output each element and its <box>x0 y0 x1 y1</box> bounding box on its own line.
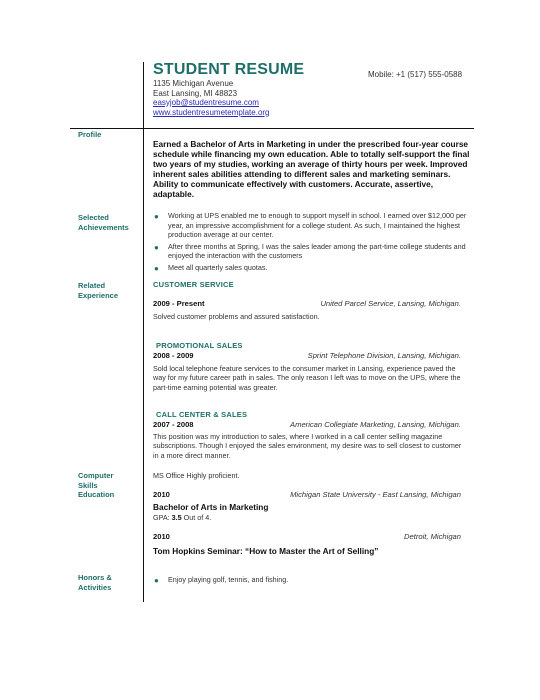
header-divider <box>70 128 474 129</box>
website-link[interactable]: www.studentresumetemplate.org <box>153 107 270 117</box>
seminar-title: Tom Hopkins Seminar: “How to Master the Art of Selling” <box>153 546 379 556</box>
contact-block <box>153 79 270 117</box>
list-item <box>153 263 468 273</box>
degree-title: Bachelor of Arts in Marketing <box>153 502 269 512</box>
education-row <box>153 490 461 500</box>
bullet-icon: ● <box>154 576 159 585</box>
achievement-text: Meet all quarterly sales quotas. <box>168 262 268 272</box>
label-line: Activities <box>78 582 112 592</box>
achievement-text: After three months at Spring, I was the sales leader among the part-time college students and enjoyed the interaction with the customers <box>168 241 466 261</box>
label-related-experience <box>78 281 118 300</box>
section-heading: PROMOTIONAL SALES <box>156 341 243 350</box>
bullet-icon: ● <box>154 212 159 221</box>
list-item <box>153 575 468 585</box>
job-organization: American Collegiate Marketing, Lansing, Michigan. <box>290 420 461 429</box>
education-year: 2010 <box>153 490 170 499</box>
address-line-1: 1135 Michigan Avenue <box>153 79 234 88</box>
gpa <box>153 513 211 522</box>
label-line: Achievements <box>78 222 129 232</box>
honor-text: Enjoy playing golf, tennis, and fishing. <box>168 575 289 584</box>
education-year: 2010 <box>153 532 170 541</box>
education-place: Michigan State University - East Lansing, Michigan <box>290 490 461 499</box>
job-row <box>153 299 461 309</box>
list-item <box>153 242 468 261</box>
job-dates: 2007 - 2008 <box>153 420 194 429</box>
label-education: Education <box>78 490 115 499</box>
education-place: Detroit, Michigan <box>404 532 461 541</box>
gpa-label: GPA: <box>153 513 172 522</box>
gpa-scale: Out of 4. <box>181 513 212 522</box>
honors-list <box>153 575 468 587</box>
label-computer-skills <box>78 471 114 500</box>
education-row <box>153 532 461 542</box>
label-line: Experience <box>78 290 119 300</box>
label-line: Skills <box>78 480 98 490</box>
job-organization: United Parcel Service, Lansing, Michigan. <box>320 299 461 308</box>
bullet-icon: ● <box>154 263 159 273</box>
job-dates: 2009 - Present <box>153 299 205 308</box>
section-heading: CALL CENTER & SALES <box>156 410 248 419</box>
job-organization: Sprint Telephone Division, Lansing, Michigan. <box>307 351 461 360</box>
achievements-list <box>153 211 468 275</box>
email-link[interactable]: easyjob@studentresume.com <box>153 98 259 107</box>
section-heading: CUSTOMER SERVICE <box>153 280 234 289</box>
job-dates: 2008 - 2009 <box>153 351 194 360</box>
profile-text: Earned a Bachelor of Arts in Marketing in under the prescribed four-year course schedule while financing my own education. Able to totally self-support the final two years of my studies, working an average of thirty hours per week. Improved inherent sales abilities attending to different sales and marketing seminars. Ability to communicate effectively with customers. Accurate, assertive, adaptable. <box>153 139 470 199</box>
job-description: Sold local telephone feature services to the consumer market in Lansing, experience paved the way for my future career path in sales. The only reason I left was to move on the UPS, where the part-time earning potential was greater. <box>153 364 461 392</box>
label-honors-activities <box>78 573 112 592</box>
label-line: Related <box>78 281 106 290</box>
job-row <box>153 351 461 361</box>
resume-title: STUDENT RESUME <box>153 61 305 78</box>
job-row <box>153 420 461 430</box>
label-profile-text: Profile <box>78 130 102 139</box>
label-line: Honors & <box>78 573 112 582</box>
label-profile <box>78 130 101 140</box>
job-description: This position was my introduction to sales, where I worked in a call center selling magazine subscriptions. Though I enjoyed the sales environment, my desire was to sell closest to customer in a more direct manner. <box>153 432 462 460</box>
bullet-icon: ● <box>154 242 159 252</box>
label-line: Computer <box>78 471 114 480</box>
list-item <box>153 211 468 240</box>
vertical-divider <box>143 62 144 602</box>
label-selected-achievements <box>78 213 129 232</box>
mobile-number: Mobile: +1 (517) 555-0588 <box>368 70 463 79</box>
achievement-text: Working at UPS enabled me to enough to support myself in school. I earned over $12,000 per year, an impressive accomplishment for a college student. As such, I maintained the highest production average at our center. <box>168 211 467 240</box>
job-description: Solved customer problems and assured satisfaction. <box>153 312 320 321</box>
gpa-value: 3.5 <box>171 513 182 522</box>
label-line: Selected <box>78 213 109 222</box>
computer-skills-text: MS Office Highly proficient. <box>153 471 240 480</box>
address-line-2: East Lansing, MI 48823 <box>153 88 238 98</box>
